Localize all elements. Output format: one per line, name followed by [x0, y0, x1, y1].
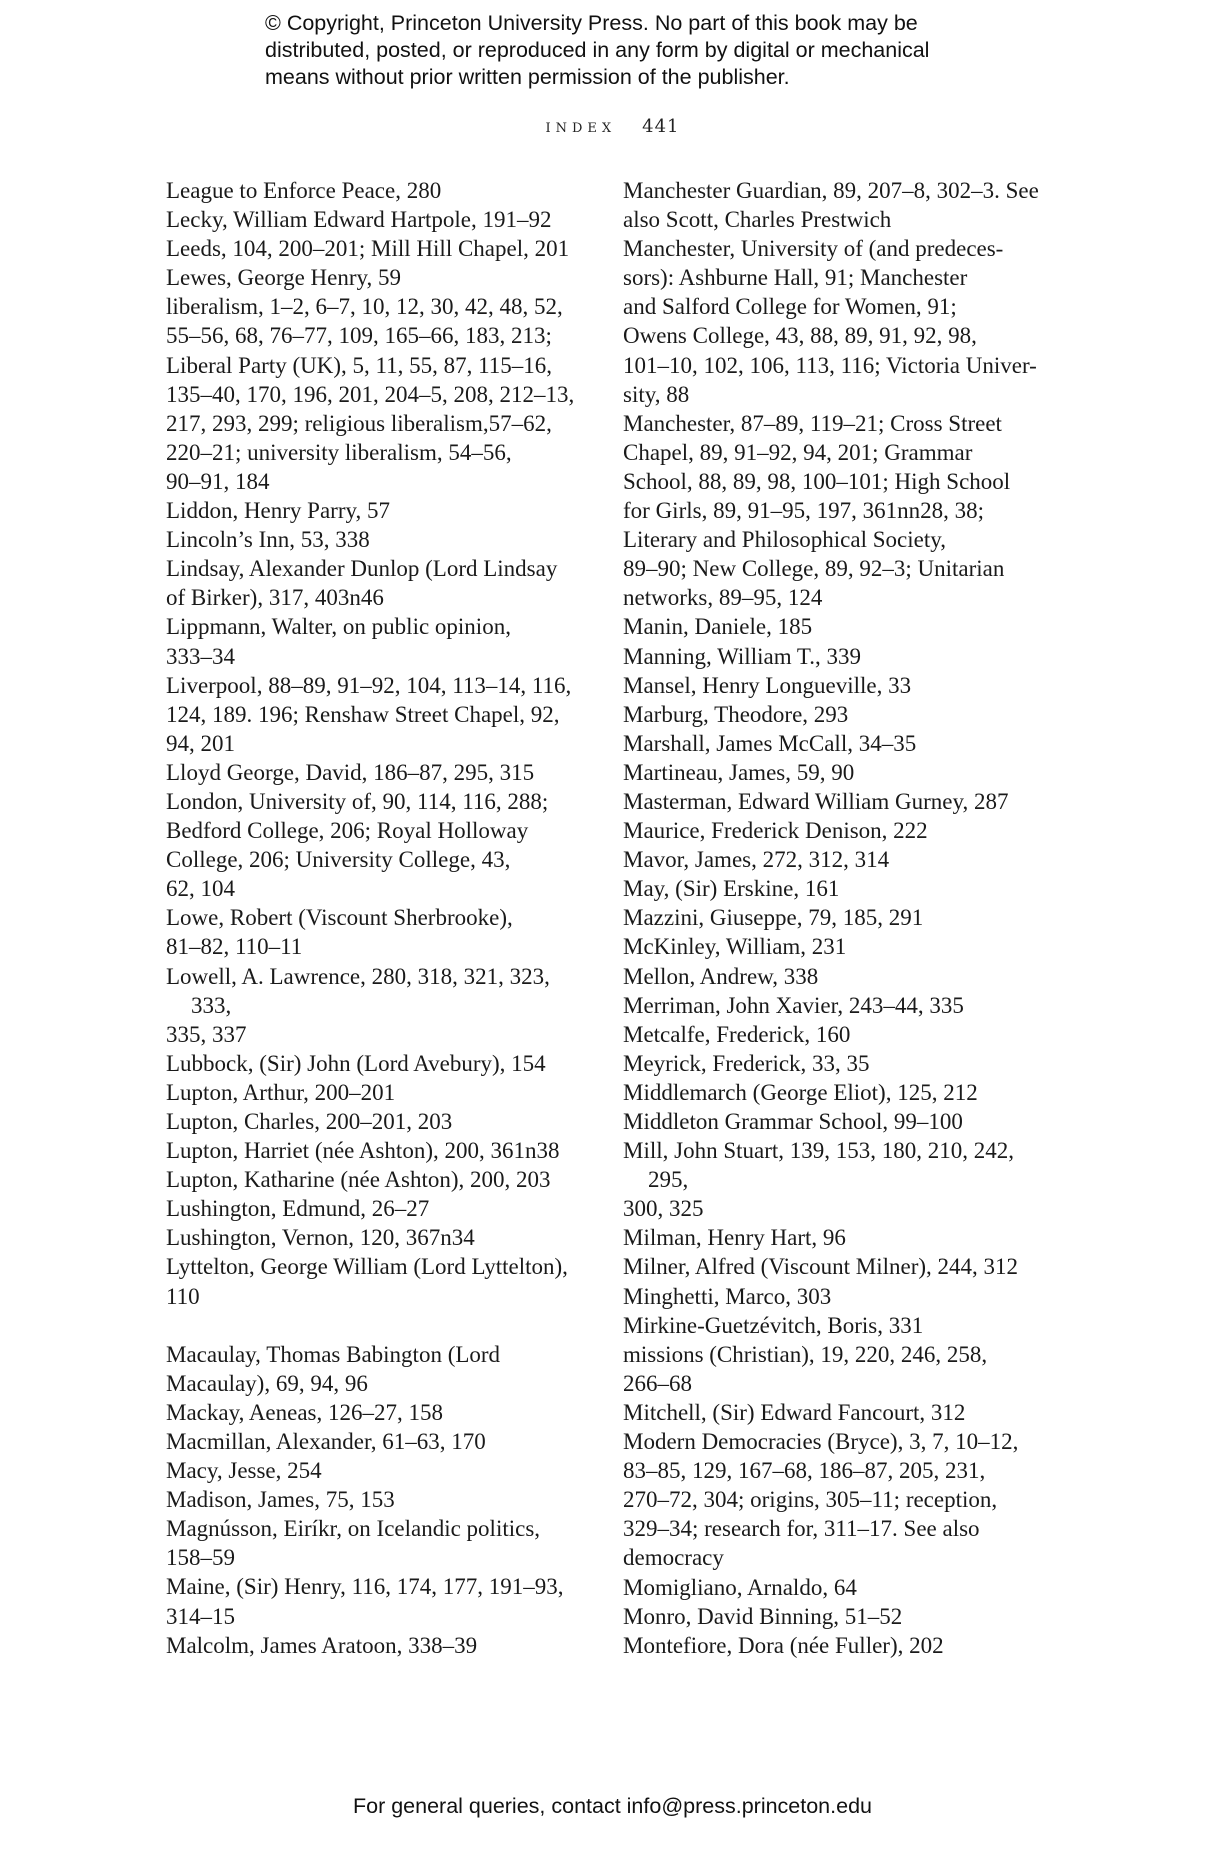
index-entry-line: Minghetti, Marco, 303 — [623, 1283, 832, 1309]
index-entry-line: 110 — [166, 1283, 200, 1309]
index-entry-line: 94, 201 — [166, 730, 235, 756]
index-entry — [623, 932, 1043, 961]
index-entry-line: College, 206; University College, 43, — [166, 847, 511, 873]
index-entry-line: Lubbock, (Sir) John (Lord Avebury), 154 — [166, 1050, 546, 1076]
index-entry-line: liberalism, 1–2, 6–7, 10, 12, 30, 42, 48, 52, — [166, 294, 563, 320]
index-entry — [623, 729, 1043, 758]
index-entry-line: Mazzini, Giuseppe, 79, 185, 291 — [623, 905, 924, 931]
index-entry — [166, 1572, 586, 1630]
index-entry-line: Madison, James, 75, 153 — [166, 1487, 395, 1513]
index-entry — [623, 176, 1043, 234]
index-entry-line: Lincoln’s Inn, 53, 338 — [166, 527, 370, 553]
index-entry — [166, 1485, 586, 1514]
index-entry-line: 101–10, 102, 106, 113, 116; Victoria Univer- — [623, 352, 1037, 378]
index-entry — [623, 1136, 1043, 1223]
index-entry-line: also Scott, Charles Prestwich — [623, 207, 892, 233]
index-entry — [166, 1136, 586, 1165]
copyright-notice — [265, 10, 1025, 91]
index-entry — [623, 1078, 1043, 1107]
index-entry — [166, 263, 586, 292]
index-entry-line: Montefiore, Dora (née Fuller), 202 — [623, 1632, 944, 1658]
index-entry-line: 270–72, 304; origins, 305–11; reception, — [623, 1487, 998, 1513]
index-entry-line: Modern Democracies (Bryce), 3, 7, 10–12, — [623, 1429, 1019, 1455]
index-entry-line: Manchester, 87–89, 119–21; Cross Street — [623, 410, 1002, 436]
index-entry-line: 81–82, 110–11 — [166, 934, 303, 960]
index-entry — [623, 1631, 1043, 1660]
index-entry-line: sors): Ashburne Hall, 91; Manchester — [623, 265, 968, 291]
index-entry — [166, 1078, 586, 1107]
index-entry-line: Mackay, Aeneas, 126–27, 158 — [166, 1399, 443, 1425]
index-entry-line: networks, 89–95, 124 — [623, 585, 823, 611]
index-entry-line: Lyttelton, George William (Lord Lyttelton), — [166, 1254, 568, 1280]
index-entry-line: Middleton Grammar School, 99–100 — [623, 1109, 963, 1134]
index-entry-line: May, (Sir) Erskine, 161 — [623, 876, 840, 902]
index-entry-line: Lushington, Edmund, 26–27 — [166, 1196, 430, 1222]
index-entry — [623, 1252, 1043, 1281]
index-entry — [166, 1456, 586, 1485]
index-entry — [166, 612, 586, 670]
index-entry — [623, 700, 1043, 729]
index-entry-line: Lupton, Charles, 200–201, 203 — [166, 1109, 453, 1134]
index-entry — [623, 787, 1043, 816]
index-entry-line: missions (Christian), 19, 220, 246, 258, — [623, 1341, 988, 1367]
index-entry-line: Middlemarch (George Eliot), 125, 212 — [623, 1079, 978, 1105]
index-entry — [623, 991, 1043, 1020]
copyright-line: © Copyright, Princeton University Press. No part of this book may be — [265, 11, 918, 35]
index-entry-line: Lloyd George, David, 186–87, 295, 315 — [166, 759, 535, 785]
index-entry — [166, 1340, 586, 1398]
index-entry — [166, 671, 586, 758]
index-entry-line: Mitchell, (Sir) Edward Fancourt, 312 — [623, 1399, 966, 1425]
index-entry-line: 55–56, 68, 76–77, 109, 165–66, 183, 213; — [166, 323, 552, 349]
copyright-line: distributed, posted, or reproduced in any form by digital or mechanical — [265, 38, 930, 62]
copyright-line: means without prior written permission of the publisher. — [265, 65, 790, 89]
index-entry-line: of Birker), 317, 403n46 — [166, 585, 384, 611]
index-entry-line: Meyrick, Frederick, 33, 35 — [623, 1050, 870, 1076]
index-entry-line: Manchester Guardian, 89, 207–8, 302–3. See — [623, 178, 1039, 203]
index-entry — [166, 176, 586, 205]
index-entry-line: 266–68 — [623, 1370, 692, 1396]
index-entry — [623, 1398, 1043, 1427]
index-entry-line: Mavor, James, 272, 312, 314 — [623, 847, 890, 873]
index-entry — [166, 1631, 586, 1660]
index-entry — [623, 962, 1043, 991]
index-entry-line: Macaulay, Thomas Babington (Lord — [166, 1341, 501, 1367]
index-entry — [623, 903, 1043, 932]
index-entry-line: Chapel, 89, 91–92, 94, 201; Grammar — [623, 439, 973, 465]
index-entry — [166, 962, 586, 1049]
section-label: index — [545, 116, 617, 137]
index-entry-line: Maine, (Sir) Henry, 116, 174, 177, 191–93, — [166, 1574, 564, 1600]
index-entry-line: 62, 104 — [166, 876, 235, 902]
index-entry-line: 89–90; New College, 89, 92–3; Unitarian — [623, 556, 1005, 582]
index-entry-line: Milner, Alfred (Viscount Milner), 244, 312 — [623, 1254, 1019, 1280]
index-entry — [166, 1427, 586, 1456]
index-entry-line: Mirkine-Guetzévitch, Boris, 331 — [623, 1312, 924, 1338]
index-entry-line: Mellon, Andrew, 338 — [623, 963, 819, 989]
index-entry-line: sity, 88 — [623, 381, 690, 407]
index-entry-line: Macaulay), 69, 94, 96 — [166, 1370, 368, 1396]
index-entry-line: Lupton, Arthur, 200–201 — [166, 1079, 396, 1105]
index-entry-line: and Salford College for Women, 91; — [623, 294, 957, 320]
index-entry-line: School, 88, 89, 98, 100–101; High School — [623, 468, 1011, 494]
index-entry-line: 83–85, 129, 167–68, 186–87, 205, 231, — [623, 1458, 986, 1484]
index-entry-line: Lippmann, Walter, on public opinion, — [166, 614, 511, 640]
index-entry-line: Monro, David Binning, 51–52 — [623, 1603, 903, 1629]
index-entry — [166, 1107, 586, 1136]
index-entry — [623, 1107, 1043, 1136]
index-entry-line: for Girls, 89, 91–95, 197, 361nn28, 38; — [623, 498, 984, 524]
index-entry-line: Owens College, 43, 88, 89, 91, 92, 98, — [623, 323, 977, 349]
index-entry — [623, 1602, 1043, 1631]
index-entry-line: Manchester, University of (and predeces- — [623, 236, 1004, 262]
index-entry-line: Liberal Party (UK), 5, 11, 55, 87, 115–16, — [166, 352, 553, 378]
index-entry — [166, 205, 586, 234]
index-entry-line: 335, 337 — [166, 1021, 247, 1047]
index-entry-line: 217, 293, 299; religious liberalism,57–62, — [166, 410, 552, 436]
index-entry-line: 135–40, 170, 196, 201, 204–5, 208, 212–13, — [166, 381, 575, 407]
index-entry-line: democracy — [623, 1545, 724, 1571]
index-entry-line: Manning, William T., 339 — [623, 643, 862, 669]
index-entry — [166, 1194, 586, 1223]
index-entry — [623, 1427, 1043, 1572]
index-entry-line: Mansel, Henry Longueville, 33 — [623, 672, 912, 698]
index-entry — [623, 612, 1043, 641]
index-entry-line: Liverpool, 88–89, 91–92, 104, 113–14, 116, — [166, 672, 572, 698]
index-entry — [166, 758, 586, 787]
index-entry — [166, 1049, 586, 1078]
index-entry-line: Maurice, Frederick Denison, 222 — [623, 818, 928, 844]
index-entry-line: Bedford College, 206; Royal Holloway — [166, 818, 529, 844]
index-entry-line: 124, 189. 196; Renshaw Street Chapel, 92, — [166, 701, 560, 727]
index-entry-line: Manin, Daniele, 185 — [623, 614, 813, 640]
index-entry-line: 314–15 — [166, 1603, 235, 1629]
index-entry — [623, 409, 1043, 613]
index-entry — [623, 1020, 1043, 1049]
index-entry-line: League to Enforce Peace, 280 — [166, 178, 442, 203]
index-entry — [623, 845, 1043, 874]
index-entry-line: Lecky, William Edward Hartpole, 191–92 — [166, 207, 552, 233]
index-entry-line: Malcolm, James Aratoon, 338–39 — [166, 1632, 478, 1658]
index-entry — [166, 496, 586, 525]
index-column-left — [166, 176, 586, 1660]
index-entry — [623, 1573, 1043, 1602]
index-entry-line: Lowell, A. Lawrence, 280, 318, 321, 323, 333, — [166, 963, 550, 1018]
index-entry-line: Martineau, James, 59, 90 — [623, 759, 855, 785]
index-entry — [623, 874, 1043, 903]
index-entry — [623, 758, 1043, 787]
index-entry — [623, 1282, 1043, 1311]
index-entry-line: Marburg, Theodore, 293 — [623, 701, 849, 727]
index-entry — [166, 292, 586, 496]
index-entry — [623, 671, 1043, 700]
index-column-right — [623, 176, 1043, 1660]
index-entry — [623, 816, 1043, 845]
index-entry — [166, 1252, 586, 1310]
index-entry-line: Literary and Philosophical Society, — [623, 527, 946, 553]
index-entry — [166, 1514, 586, 1572]
index-entry — [623, 1049, 1043, 1078]
index-entry-line: Momigliano, Arnaldo, 64 — [623, 1574, 857, 1600]
index-entry-line: Lowe, Robert (Viscount Sherbrooke), — [166, 905, 513, 931]
index-entry — [623, 234, 1043, 409]
index-entry-line: Merriman, John Xavier, 243–44, 335 — [623, 992, 964, 1018]
index-entry-line: 90–91, 184 — [166, 468, 270, 494]
index-entry — [166, 234, 586, 263]
index-entry-line: Milman, Henry Hart, 96 — [623, 1225, 846, 1251]
index-entry-line: Lupton, Harriet (née Ashton), 200, 361n38 — [166, 1138, 560, 1164]
index-entry-line: Mill, John Stuart, 139, 153, 180, 210, 242, 295, — [623, 1138, 1015, 1193]
running-head — [0, 116, 1225, 137]
index-entry-line: 333–34 — [166, 643, 235, 669]
index-entry-line: Macy, Jesse, 254 — [166, 1458, 322, 1484]
index-entry — [623, 1311, 1043, 1340]
index-entry-line: 158–59 — [166, 1545, 235, 1571]
index-entry-line: London, University of, 90, 114, 116, 288; — [166, 788, 549, 814]
index-entry-line: Masterman, Edward William Gurney, 287 — [623, 788, 1009, 814]
index-entry-line: Lushington, Vernon, 120, 367n34 — [166, 1225, 475, 1251]
index-entry-line: Leeds, 104, 200–201; Mill Hill Chapel, 201 — [166, 236, 570, 262]
index-entry — [166, 1223, 586, 1252]
index-entry — [166, 903, 586, 961]
index-entry-line: 300, 325 — [623, 1196, 704, 1222]
index-entry — [166, 787, 586, 903]
index-entry — [623, 1340, 1043, 1398]
index-entry-line: Lupton, Katharine (née Ashton), 200, 203 — [166, 1167, 551, 1193]
index-entry-line: Liddon, Henry Parry, 57 — [166, 498, 390, 524]
index-entry-line: Macmillan, Alexander, 61–63, 170 — [166, 1428, 486, 1454]
index-entry-line: Lindsay, Alexander Dunlop (Lord Lindsay — [166, 556, 558, 582]
index-entry — [166, 525, 586, 554]
index-entry-line: Lewes, George Henry, 59 — [166, 265, 402, 291]
index-entry-line: 329–34; research for, 311–17. See also — [623, 1516, 980, 1542]
index-entry-line: Marshall, James McCall, 34–35 — [623, 730, 917, 756]
index-entry — [623, 642, 1043, 671]
index-entry-line: Metcalfe, Frederick, 160 — [623, 1021, 851, 1047]
index-entry-line: McKinley, William, 231 — [623, 934, 847, 960]
index-entry — [166, 1398, 586, 1427]
index-entry — [166, 1165, 586, 1194]
footer-contact: For general queries, contact info@press.princeton.edu — [352, 1794, 872, 1818]
index-entry — [166, 554, 586, 612]
index-entry — [623, 1223, 1043, 1252]
index-entry-line: Magnússon, Eiríkr, on Icelandic politics, — [166, 1516, 541, 1542]
index-entry-line: 220–21; university liberalism, 54–56, — [166, 439, 512, 465]
page-number: 441 — [642, 116, 680, 137]
